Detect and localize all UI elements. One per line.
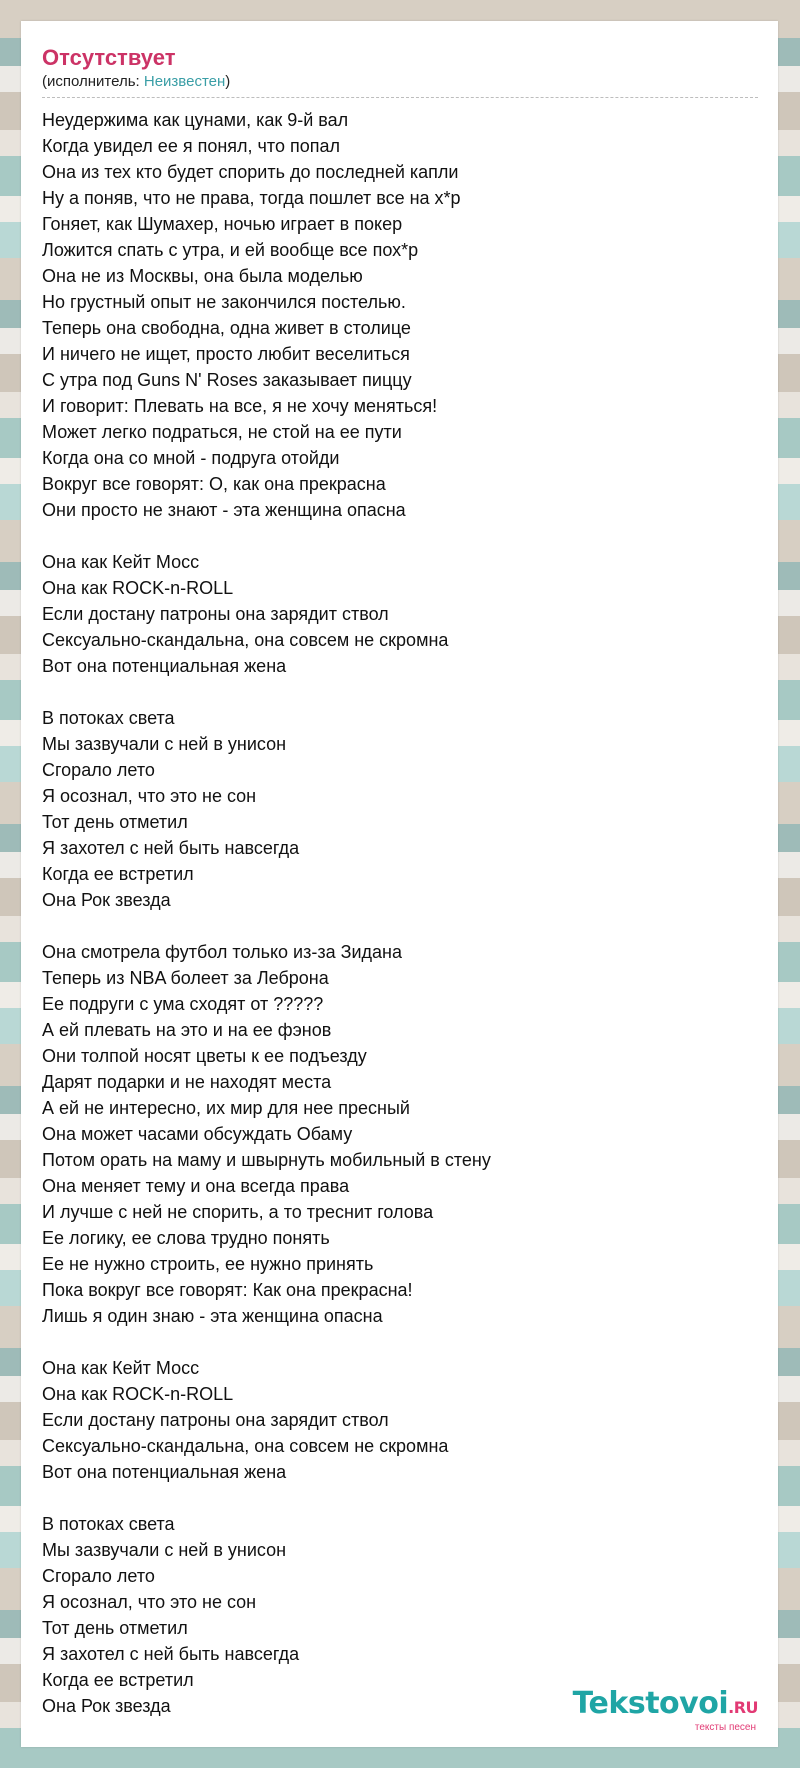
lyric-line: Теперь она свободна, одна живет в столице <box>42 318 411 338</box>
lyrics-card <box>21 21 778 1747</box>
lyric-line: С утра под Guns N' Roses заказывает пиццу <box>42 370 412 390</box>
lyric-line: Я захотел с ней быть навсегда <box>42 1644 300 1664</box>
lyric-line: Она Рок звезда <box>42 890 171 910</box>
lyric-line: Вот она потенциальная жена <box>42 656 287 676</box>
lyric-line: Неудержима как цунами, как 9-й вал <box>42 110 349 130</box>
lyric-line: Она как ROCK-n-ROLL <box>42 1384 234 1404</box>
lyric-line: И говорит: Плевать на все, я не хочу меняться! <box>42 396 438 416</box>
lyric-line: Мы зазвучали с ней в унисон <box>42 1540 287 1560</box>
lyric-line: Потом орать на маму и швырнуть мобильный в стену <box>42 1150 491 1170</box>
lyric-line: Она меняет тему и она всегда права <box>42 1176 350 1196</box>
stanza-gap <box>42 679 758 705</box>
lyric-line: Сгорало лето <box>42 1566 155 1586</box>
lyric-line: Когда ее встретил <box>42 864 194 884</box>
lyric-line: Она смотрела футбол только из-за Зидана <box>42 942 402 962</box>
artist-line <box>42 73 758 98</box>
lyric-line: Ее подруги с ума сходят от ????? <box>42 994 324 1014</box>
lyric-line: Они толпой носят цветы к ее подъезду <box>42 1046 367 1066</box>
lyric-line: Ну а поняв, что не права, тогда пошлет все на х*р <box>42 188 461 208</box>
lyric-line: Сексуально-скандальна, она совсем не скромна <box>42 630 449 650</box>
lyric-line: Я захотел с ней быть навсегда <box>42 838 300 858</box>
lyric-line: Тот день отметил <box>42 812 188 832</box>
lyric-line: И ничего не ищет, просто любит веселиться <box>42 344 410 364</box>
artist-suffix: ) <box>225 73 231 90</box>
lyric-line: И лучше с ней не спорить, а то треснит голова <box>42 1202 434 1222</box>
lyric-line: Они просто не знают - эта женщина опасна <box>42 500 406 520</box>
lyric-line: Сгорало лето <box>42 760 155 780</box>
logo-wordmark <box>573 1688 758 1724</box>
lyric-line: Я осознал, что это не сон <box>42 786 257 806</box>
lyric-line: Я осознал, что это не сон <box>42 1592 257 1612</box>
lyric-line: Ложится спать с утра, и ей вообще все пох*р <box>42 240 419 260</box>
lyric-line: Мы зазвучали с ней в унисон <box>42 734 287 754</box>
lyric-line: Когда увидел ее я понял, что попал <box>42 136 340 156</box>
stanza-gap <box>42 913 758 939</box>
lyric-line: А ей не интересно, их мир для нее пресный <box>42 1098 410 1118</box>
logo-tagline: тексты песен <box>694 1722 756 1733</box>
lyric-line: Теперь из NBA болеет за Леброна <box>42 968 329 988</box>
logo-suffix: .RU <box>728 1698 758 1717</box>
lyric-line: Она не из Москвы, она была моделью <box>42 266 363 286</box>
lyric-line: Она Рок звезда <box>42 1696 171 1716</box>
lyric-line: Лишь я один знаю - эта женщина опасна <box>42 1306 383 1326</box>
stanza-gap <box>42 1485 758 1511</box>
lyric-line: Когда она со мной - подруга отойди <box>42 448 340 468</box>
lyric-line: В потоках света <box>42 1514 175 1534</box>
lyric-line: Пока вокруг все говорят: Как она прекрасна! <box>42 1280 413 1300</box>
artist-prefix: (исполнитель: <box>42 73 144 90</box>
artist-link[interactable]: Неизвестен <box>143 73 226 90</box>
stanza-gap <box>42 523 758 549</box>
lyric-line: А ей плевать на это и на ее фэнов <box>42 1020 332 1040</box>
lyric-line: Ее логику, ее слова трудно понять <box>42 1228 330 1248</box>
lyric-line: Но грустный опыт не закончился постелью. <box>42 292 406 312</box>
lyric-line: Вот она потенциальная жена <box>42 1462 287 1482</box>
lyric-line: Она как Кейт Мосс <box>42 1358 200 1378</box>
lyric-line: Ее не нужно строить, ее нужно принять <box>42 1254 374 1274</box>
lyric-line: Если достану патроны она зарядит ствол <box>42 604 389 624</box>
lyric-line: Дарят подарки и не находят места <box>42 1072 332 1092</box>
lyric-line: Сексуально-скандальна, она совсем не скромна <box>42 1436 449 1456</box>
lyric-line: Она может часами обсуждать Обаму <box>42 1124 353 1144</box>
logo-main-text: Tekstovoi <box>572 1686 729 1721</box>
lyric-line: Вокруг все говорят: О, как она прекрасна <box>42 474 386 494</box>
lyric-line: Она из тех кто будет спорить до последней капли <box>42 162 459 182</box>
lyrics-body <box>42 107 758 1719</box>
lyric-line: Она как Кейт Мосс <box>42 552 200 572</box>
lyric-line: В потоках света <box>42 708 175 728</box>
lyric-line: Когда ее встретил <box>42 1670 194 1690</box>
stanza-gap <box>42 1329 758 1355</box>
lyric-line: Может легко подраться, не стой на ее пути <box>42 422 402 442</box>
site-logo[interactable] <box>573 1688 758 1733</box>
lyric-line: Она как ROCK-n-ROLL <box>42 578 234 598</box>
lyric-line: Гоняет, как Шумахер, ночью играет в покер <box>42 214 403 234</box>
lyric-line: Тот день отметил <box>42 1618 188 1638</box>
lyric-line: Если достану патроны она зарядит ствол <box>42 1410 389 1430</box>
song-title: Отсутствует <box>42 45 176 70</box>
